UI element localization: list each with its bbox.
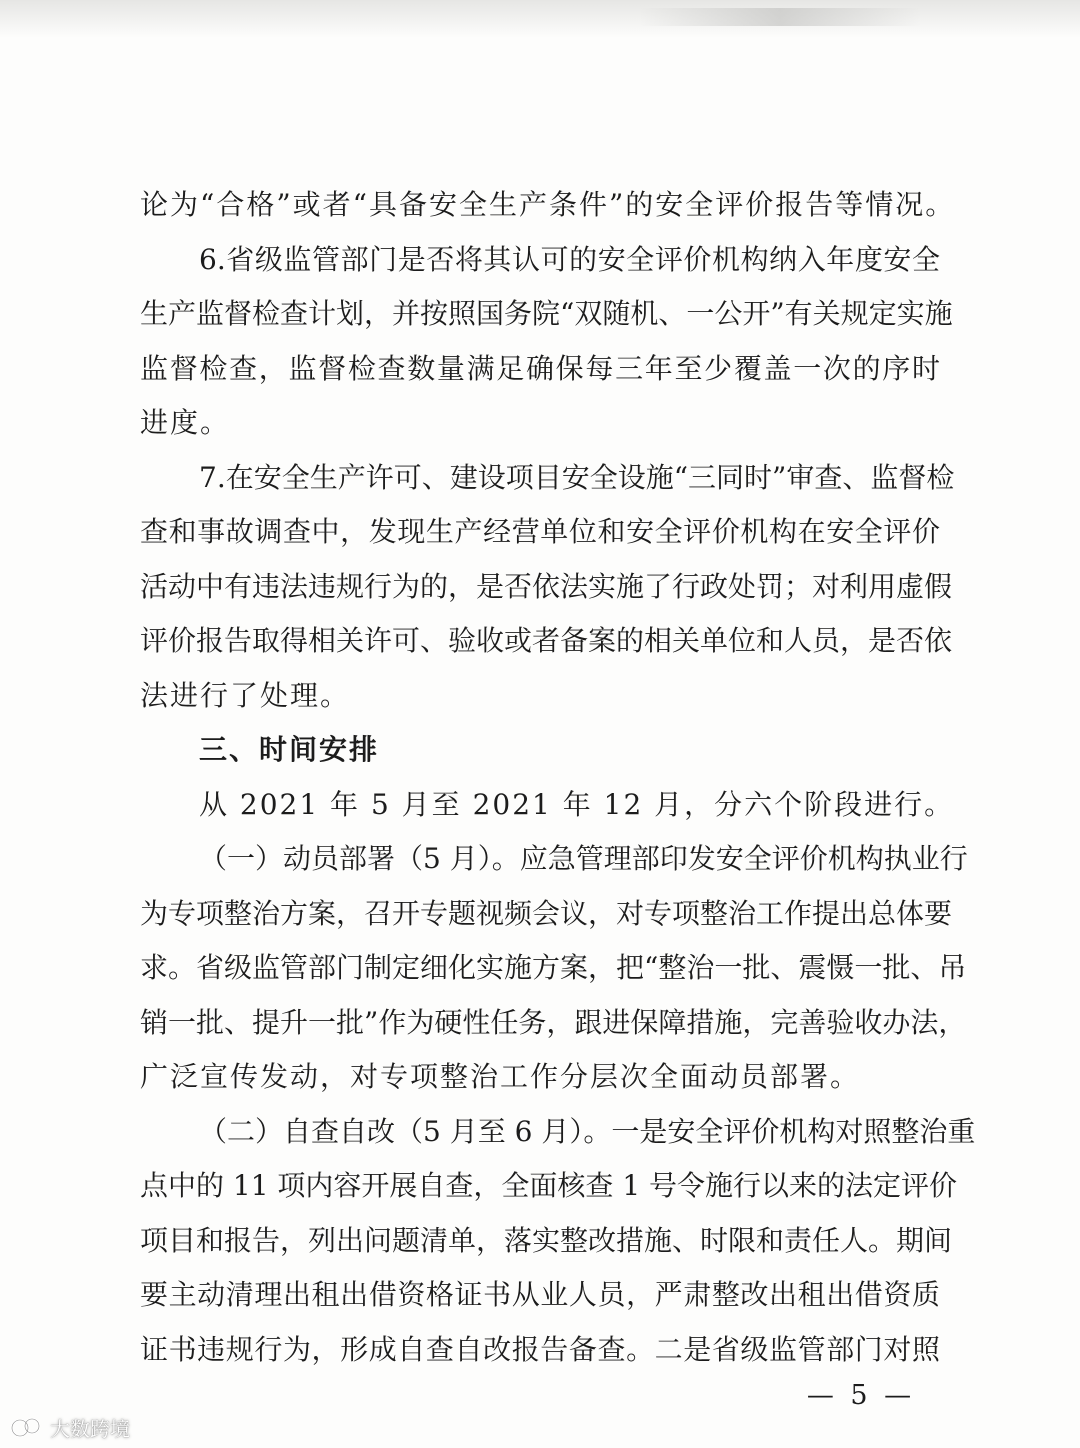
text-line: （二）自查自改（5 月至 6 月）。一是安全评价机构对照整治重 (199, 1114, 976, 1148)
text-line: 证书违规行为，形成自查自改报告备查。二是省级监管部门对照 (140, 1332, 940, 1366)
text-line: 从 2021 年 5 月至 2021 年 12 月，分六个阶段进行。 (199, 787, 955, 821)
section-heading: 三、时间安排 (199, 733, 380, 766)
watermark-text: 大数跨境 (50, 1416, 130, 1441)
text-line: 活动中有违法违规行为的，是否依法实施了行政处罚；对利用虚假 (140, 569, 953, 603)
text-line: 查和事故调查中，发现生产经营单位和安全评价机构在安全评价 (140, 515, 940, 548)
text-line: 要主动清理出租出借资格证书从业人员，严肃整改出租出借资质 (140, 1278, 940, 1311)
text-line: 点中的 11 项内容开展自查，全面核查 1 号令施行以来的法定评价 (140, 1169, 958, 1202)
text-line: 广泛宣传发动，对专项整治工作分层次全面动员部署。 (140, 1060, 861, 1093)
document-body (140, 178, 976, 1377)
text-line: 求。省级监管部门制定细化实施方案，把“整治一批、震慑一批、吊 (140, 951, 967, 984)
page-number: — 5 — (806, 1380, 916, 1411)
text-line: 评价报告取得相关许可、验收或者备案的相关单位和人员，是否依 (140, 624, 953, 657)
text-line: 6.省级监管部门是否将其认可的安全评价机构纳入年度安全 (199, 242, 940, 276)
text-line: 进度。 (140, 406, 231, 439)
text-line: 论为“合格”或者“具备安全生产条件”的安全评价报告等情况。 (140, 188, 956, 221)
text-line: 销一批、提升一批”作为硬性任务，跟进保障措施，完善验收办法， (140, 1005, 967, 1039)
scan-top-artifact (640, 8, 920, 26)
text-line: 项目和报告，列出问题清单，落实整改措施、时限和责任人。期间 (140, 1223, 953, 1257)
text-line: 7.在安全生产许可、建设项目安全设施“三同时”审查、监督检 (199, 460, 955, 494)
text-line: 法进行了处理。 (140, 678, 351, 712)
text-line: （一）动员部署（5 月）。应急管理部印发安全评价机构执业行 (199, 842, 968, 875)
text-line: 为专项整治方案，召开专题视频会议，对专项整治工作提出总体要 (140, 896, 953, 930)
watermark-logo-icon (10, 1414, 42, 1440)
watermark (10, 1412, 130, 1442)
text-line: 监督检查，监督检查数量满足确保每三年至少覆盖一次的序时 (140, 351, 940, 385)
text-line: 生产监督检查计划，并按照国务院“双随机、一公开”有关规定实施 (140, 297, 953, 330)
